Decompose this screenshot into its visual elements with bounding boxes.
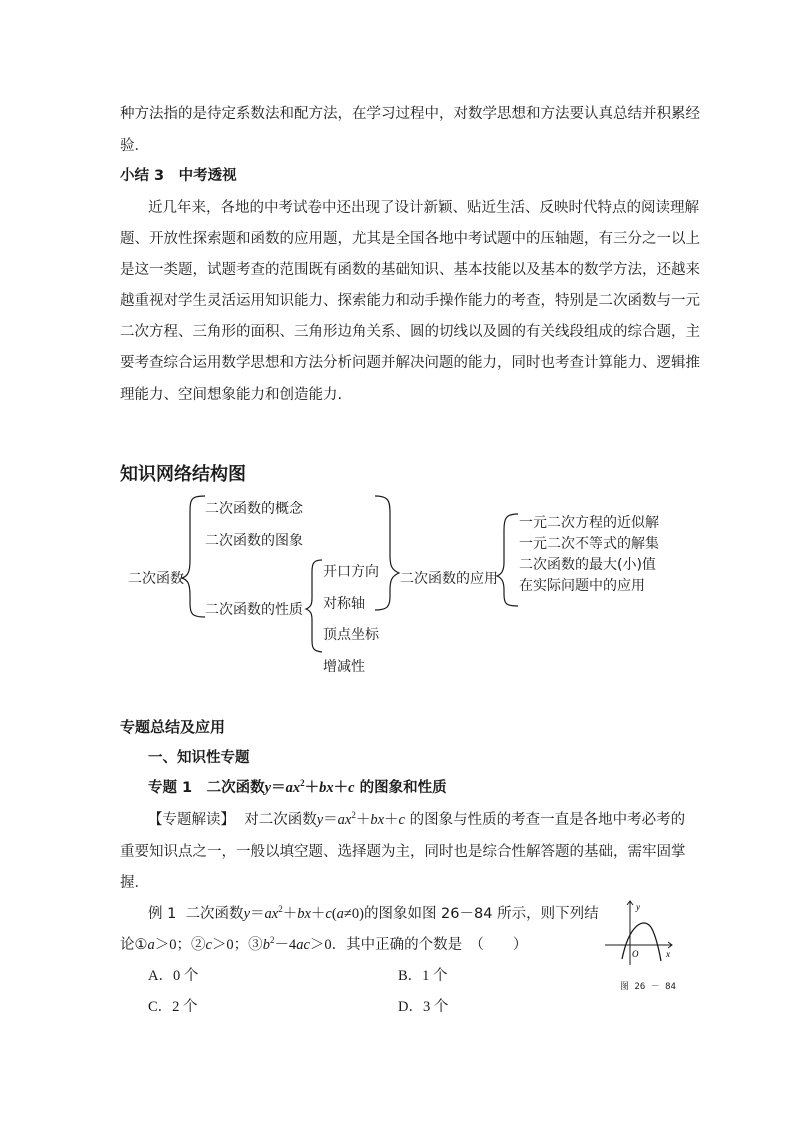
network-branch-properties: 二次函数的性质 bbox=[205, 602, 303, 618]
summary-3-line-3: 是这一类题，试题考查的范围既有函数的基础知识、基本技能以及基本的数学方法，还越来 bbox=[120, 262, 700, 278]
topic-interpretation-line-1: 【专题解读】 对二次函数$y=ax^2+bx+c$ 的图象与性质的考查一直是各地中考必考的 bbox=[148, 810, 686, 828]
topics-heading: 专题总结及应用 bbox=[120, 718, 226, 736]
summary-3-line-2: 题、开放性探索题和函数的应用题，尤其是全国各地中考试题中的压轴题，有三分之一以上 bbox=[120, 231, 700, 247]
topic-interpretation-line-3: 握． bbox=[120, 875, 149, 891]
network-branch-image: 二次函数的图象 bbox=[205, 533, 303, 549]
summary-3-line-5: 二次方程、三角形的面积、三角形边角关系、圆的切线以及圆的有关线段组成的综合题，主 bbox=[120, 324, 700, 340]
figure-caption: 图 26 － 84 bbox=[620, 982, 676, 992]
network-property-monotonic: 增减性 bbox=[323, 659, 365, 675]
intro-line-2: 验． bbox=[120, 138, 149, 154]
topic-interpretation-line-2: 重要知识点之一，一般以填空题、选择题为主，同时也是综合性解答题的基础，需牢固掌 bbox=[120, 844, 686, 860]
option-b[interactable]: B．1 个 bbox=[398, 968, 448, 984]
example-1-line-2: 论①a＞0；②c＞0；$③b^2-4ac>0$．其中正确的个数是 （ ） bbox=[120, 935, 528, 953]
network-application: 二次函数的应用 bbox=[400, 571, 498, 587]
option-c[interactable]: C．2 个 bbox=[148, 999, 198, 1015]
summary-3-line-1: 近几年来，各地的中考试卷中还出现了设计新颖、贴近生活、反映时代特点的阅读理解 bbox=[148, 200, 699, 216]
network-app-item-1: 一元二次方程的近似解 bbox=[519, 515, 659, 531]
summary-3-line-4: 越重视对学生灵活运用知识能力、探索能力和动手操作能力的考查，特别是二次函数与一元 bbox=[120, 293, 700, 309]
section-1-title: 一、知识性专题 bbox=[148, 750, 250, 766]
parabola-curve bbox=[622, 923, 661, 961]
axis-y-label: y bbox=[636, 902, 640, 912]
summary-3-line-6: 要考查综合运用数学思想和方法分析问题并解决问题的能力，同时也考查计算能力、逻辑推 bbox=[120, 355, 700, 371]
network-heading: 知识网络结构图 bbox=[120, 464, 246, 485]
origin-label: O bbox=[632, 949, 639, 959]
intro-line-1: 种方法指的是待定系数法和配方法，在学习过程中，对数学思想和方法要认真总结并积累经 bbox=[120, 106, 700, 122]
network-root: 二次函数 bbox=[128, 571, 184, 587]
network-branch-concept: 二次函数的概念 bbox=[205, 501, 303, 517]
example-1-line-1: 例 1 二次函数$y=ax^2+bx+c(a\ne 0)$的图象如图 26－84 所示，则下列结 bbox=[148, 904, 599, 922]
summary-3-title: 小结 3 中考透视 bbox=[120, 168, 237, 184]
network-app-item-2: 一元二次不等式的解集 bbox=[519, 536, 659, 552]
topic-1-title: 专题 1 二次函数$y=ax^2+bx+c$ 的图象和性质 bbox=[148, 778, 447, 796]
summary-3-line-7: 理能力、空间想象能力和创造能力. bbox=[120, 387, 343, 403]
network-property-axis: 对称轴 bbox=[323, 596, 365, 612]
network-app-item-3: 二次函数的最大(小)值 bbox=[519, 557, 656, 573]
network-app-item-4: 在实际问题中的应用 bbox=[519, 578, 645, 594]
axis-x-label: x bbox=[666, 949, 670, 959]
network-property-vertex: 顶点坐标 bbox=[323, 627, 379, 643]
network-property-opening: 开口方向 bbox=[323, 564, 379, 580]
option-d[interactable]: D．3 个 bbox=[398, 999, 449, 1015]
option-a[interactable]: A．0 个 bbox=[148, 968, 199, 984]
figure-26-84 bbox=[600, 895, 680, 970]
